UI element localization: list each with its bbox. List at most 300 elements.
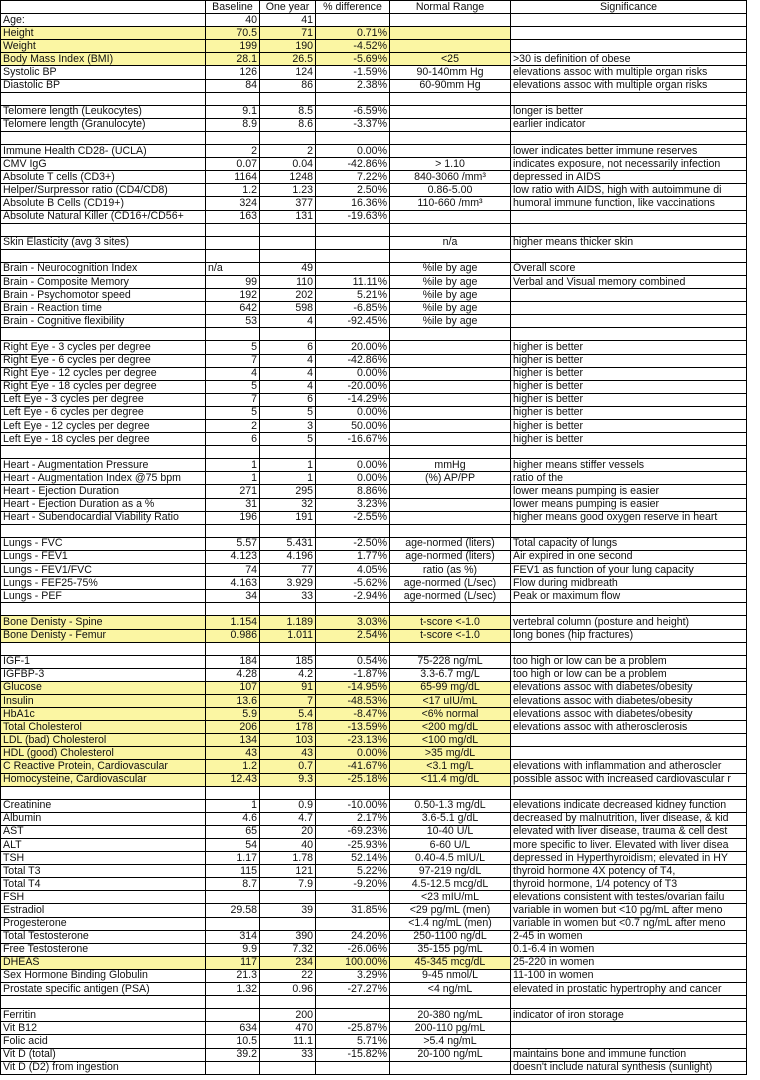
baseline-cell xyxy=(206,996,260,1009)
table-row xyxy=(1,668,747,681)
percent-difference-cell: -25.93% xyxy=(316,839,390,852)
one-year-cell: 191 xyxy=(260,511,316,524)
percent-difference-cell: -92.45% xyxy=(316,315,390,328)
percent-difference-cell: -19.63% xyxy=(316,210,390,223)
label-cell: Absolute B Cells (CD19+) xyxy=(1,197,206,210)
table-row xyxy=(1,420,747,433)
one-year-cell xyxy=(260,917,316,930)
table-row xyxy=(1,145,747,158)
significance-cell xyxy=(511,289,747,302)
table-row xyxy=(1,380,747,393)
table-row xyxy=(1,354,747,367)
label-cell: Sex Hormone Binding Globulin xyxy=(1,969,206,982)
percent-difference-cell: -41.67% xyxy=(316,760,390,773)
normal-range-cell xyxy=(390,223,511,236)
significance-cell: maintains bone and immune function xyxy=(511,1048,747,1061)
percent-difference-cell: 11.11% xyxy=(316,275,390,288)
table-row xyxy=(1,158,747,171)
percent-difference-cell: 2.38% xyxy=(316,79,390,92)
significance-cell: 2-45 in women xyxy=(511,930,747,943)
table-row xyxy=(1,236,747,249)
label-cell: Homocysteine, Cardiovascular xyxy=(1,773,206,786)
table-row xyxy=(1,105,747,118)
one-year-cell: 598 xyxy=(260,302,316,315)
significance-cell xyxy=(511,27,747,40)
percent-difference-cell: 3.03% xyxy=(316,616,390,629)
table-row xyxy=(1,773,747,786)
baseline-cell: 9.1 xyxy=(206,105,260,118)
label-cell: CMV IgG xyxy=(1,158,206,171)
normal-range-cell: 45-345 mcg/dL xyxy=(390,956,511,969)
label-cell: Immune Health CD28- (UCLA) xyxy=(1,145,206,158)
percent-difference-cell xyxy=(316,131,390,144)
normal-range-cell xyxy=(390,393,511,406)
baseline-cell: 9.9 xyxy=(206,943,260,956)
significance-cell xyxy=(511,996,747,1009)
percent-difference-cell: -13.59% xyxy=(316,721,390,734)
significance-cell: higher is better xyxy=(511,367,747,380)
normal-range-cell: %ile by age xyxy=(390,315,511,328)
one-year-cell: 5 xyxy=(260,406,316,419)
percent-difference-cell: -2.55% xyxy=(316,511,390,524)
table-row xyxy=(1,472,747,485)
table-row xyxy=(1,852,747,865)
normal-range-cell: 3.3-6.7 mg/L xyxy=(390,668,511,681)
percent-difference-cell: 16.36% xyxy=(316,197,390,210)
label-cell: Total T4 xyxy=(1,878,206,891)
significance-cell xyxy=(511,734,747,747)
table-row xyxy=(1,891,747,904)
baseline-cell: 184 xyxy=(206,655,260,668)
normal-range-cell: 75-228 ng/mL xyxy=(390,655,511,668)
spacer-row xyxy=(1,603,747,616)
significance-cell xyxy=(511,747,747,760)
percent-difference-cell: 24.20% xyxy=(316,930,390,943)
table-row xyxy=(1,485,747,498)
significance-cell xyxy=(511,210,747,223)
significance-cell: higher is better xyxy=(511,420,747,433)
one-year-cell: 0.04 xyxy=(260,158,316,171)
table-row xyxy=(1,537,747,550)
normal-range-cell: <1.4 ng/mL (men) xyxy=(390,917,511,930)
significance-cell: ratio of the xyxy=(511,472,747,485)
significance-cell: Air expired in one second xyxy=(511,550,747,563)
percent-difference-cell: 100.00% xyxy=(316,956,390,969)
table-row xyxy=(1,262,747,275)
one-year-cell: 22 xyxy=(260,969,316,982)
header-cell-normal-range: Normal Range xyxy=(390,1,511,14)
baseline-cell: 134 xyxy=(206,734,260,747)
baseline-cell: 206 xyxy=(206,721,260,734)
normal-range-cell xyxy=(390,786,511,799)
one-year-cell: 33 xyxy=(260,590,316,603)
normal-range-cell xyxy=(390,105,511,118)
baseline-cell: 1 xyxy=(206,472,260,485)
label-cell: Age: xyxy=(1,14,206,27)
one-year-cell: 4 xyxy=(260,315,316,328)
normal-range-cell xyxy=(390,603,511,616)
significance-cell: 25-220 in women xyxy=(511,956,747,969)
one-year-cell: 86 xyxy=(260,79,316,92)
one-year-cell: 234 xyxy=(260,956,316,969)
significance-cell: higher is better xyxy=(511,433,747,446)
table-row xyxy=(1,27,747,40)
one-year-cell: 4.196 xyxy=(260,550,316,563)
one-year-cell: 11.1 xyxy=(260,1035,316,1048)
one-year-cell: 190 xyxy=(260,40,316,53)
significance-cell: too high or low can be a problem xyxy=(511,668,747,681)
table-row xyxy=(1,511,747,524)
significance-cell: elevations assoc with diabetes/obesity xyxy=(511,708,747,721)
significance-cell: Total capacity of lungs xyxy=(511,537,747,550)
label-cell xyxy=(1,223,206,236)
significance-cell: higher means thicker skin xyxy=(511,236,747,249)
percent-difference-cell: -25.87% xyxy=(316,1022,390,1035)
normal-range-cell xyxy=(390,642,511,655)
baseline-cell: 1.2 xyxy=(206,184,260,197)
table-row xyxy=(1,197,747,210)
table-row xyxy=(1,577,747,590)
baseline-cell xyxy=(206,786,260,799)
label-cell: FSH xyxy=(1,891,206,904)
significance-cell: higher is better xyxy=(511,354,747,367)
percent-difference-cell: 0.00% xyxy=(316,459,390,472)
percent-difference-cell: 0.00% xyxy=(316,472,390,485)
baseline-cell xyxy=(206,223,260,236)
table-row xyxy=(1,14,747,27)
percent-difference-cell xyxy=(316,262,390,275)
table-row xyxy=(1,616,747,629)
significance-cell xyxy=(511,131,747,144)
normal-range-cell: mmHg xyxy=(390,459,511,472)
table-body xyxy=(1,14,747,1075)
baseline-cell: 1.32 xyxy=(206,983,260,996)
percent-difference-cell: -26.06% xyxy=(316,943,390,956)
label-cell: Free Testosterone xyxy=(1,943,206,956)
percent-difference-cell: -25.18% xyxy=(316,773,390,786)
percent-difference-cell: -42.86% xyxy=(316,354,390,367)
percent-difference-cell: -48.53% xyxy=(316,694,390,707)
normal-range-cell xyxy=(390,498,511,511)
significance-cell xyxy=(511,446,747,459)
label-cell xyxy=(1,603,206,616)
label-cell: Insulin xyxy=(1,694,206,707)
baseline-cell xyxy=(206,236,260,249)
one-year-cell: 124 xyxy=(260,66,316,79)
baseline-cell: 4.163 xyxy=(206,577,260,590)
baseline-cell: 115 xyxy=(206,865,260,878)
table-row xyxy=(1,825,747,838)
label-cell: Bone Denisty - Femur xyxy=(1,629,206,642)
one-year-cell: 32 xyxy=(260,498,316,511)
label-cell: Right Eye - 6 cycles per degree xyxy=(1,354,206,367)
normal-range-cell: <4 ng/mL xyxy=(390,983,511,996)
normal-range-cell: <100 mg/dL xyxy=(390,734,511,747)
label-cell: Albumin xyxy=(1,812,206,825)
significance-cell: elevations assoc with multiple organ risks xyxy=(511,66,747,79)
label-cell: Height xyxy=(1,27,206,40)
significance-cell: doesn't include natural synthesis (sunlight) xyxy=(511,1061,747,1074)
one-year-cell: 49 xyxy=(260,262,316,275)
baseline-cell: 5.9 xyxy=(206,708,260,721)
label-cell: DHEAS xyxy=(1,956,206,969)
baseline-cell xyxy=(206,603,260,616)
label-cell: Lungs - FVC xyxy=(1,537,206,550)
significance-cell: variable in women but <10 pg/mL after meno xyxy=(511,904,747,917)
one-year-cell: 121 xyxy=(260,865,316,878)
percent-difference-cell: 1.77% xyxy=(316,550,390,563)
percent-difference-cell: 5.21% xyxy=(316,289,390,302)
percent-difference-cell: 8.86% xyxy=(316,485,390,498)
percent-difference-cell: 20.00% xyxy=(316,341,390,354)
baseline-cell xyxy=(206,328,260,341)
one-year-cell xyxy=(260,131,316,144)
header-cell-baseline: Baseline xyxy=(206,1,260,14)
normal-range-cell xyxy=(390,511,511,524)
baseline-cell: 70.5 xyxy=(206,27,260,40)
significance-cell xyxy=(511,40,747,53)
significance-cell xyxy=(511,92,747,105)
label-cell: Progesterone xyxy=(1,917,206,930)
baseline-cell xyxy=(206,1009,260,1022)
significance-cell xyxy=(511,524,747,537)
significance-cell xyxy=(511,249,747,262)
table-row xyxy=(1,315,747,328)
table-row xyxy=(1,969,747,982)
baseline-cell: 65 xyxy=(206,825,260,838)
percent-difference-cell: -1.59% xyxy=(316,66,390,79)
table-row xyxy=(1,629,747,642)
baseline-cell: 28.1 xyxy=(206,53,260,66)
significance-cell: elevated in prostatic hypertrophy and cancer xyxy=(511,983,747,996)
normal-range-cell: 110-660 /mm³ xyxy=(390,197,511,210)
one-year-cell: 41 xyxy=(260,14,316,27)
label-cell: Total T3 xyxy=(1,865,206,878)
normal-range-cell xyxy=(390,406,511,419)
significance-cell: earlier indicator xyxy=(511,118,747,131)
normal-range-cell xyxy=(390,118,511,131)
significance-cell: thyroid hormone 4X potency of T4, xyxy=(511,865,747,878)
significance-cell: elevated with liver disease, trauma & cell dest xyxy=(511,825,747,838)
significance-cell xyxy=(511,1022,747,1035)
percent-difference-cell: 5.71% xyxy=(316,1035,390,1048)
label-cell: Vit B12 xyxy=(1,1022,206,1035)
significance-cell: depressed in Hyperthyroidism; elevated in HY xyxy=(511,852,747,865)
baseline-cell: 39.2 xyxy=(206,1048,260,1061)
normal-range-cell xyxy=(390,40,511,53)
label-cell: Estradiol xyxy=(1,904,206,917)
one-year-cell: 5 xyxy=(260,433,316,446)
normal-range-cell: 0.50-1.3 mg/dL xyxy=(390,799,511,812)
spacer-row xyxy=(1,786,747,799)
normal-range-cell: 35-155 pg/mL xyxy=(390,943,511,956)
baseline-cell: 196 xyxy=(206,511,260,524)
table-row xyxy=(1,878,747,891)
one-year-cell: 26.5 xyxy=(260,53,316,66)
label-cell: Telomere length (Granulocyte) xyxy=(1,118,206,131)
percent-difference-cell xyxy=(316,603,390,616)
percent-difference-cell xyxy=(316,642,390,655)
baseline-cell: 10.5 xyxy=(206,1035,260,1048)
one-year-cell: 71 xyxy=(260,27,316,40)
table-row xyxy=(1,734,747,747)
percent-difference-cell: 2.17% xyxy=(316,812,390,825)
significance-cell: lower indicates better immune reserves xyxy=(511,145,747,158)
table-row xyxy=(1,367,747,380)
label-cell: LDL (bad) Cholesterol xyxy=(1,734,206,747)
significance-cell: Verbal and Visual memory combined xyxy=(511,275,747,288)
normal-range-cell: age-normed (L/sec) xyxy=(390,577,511,590)
normal-range-cell: 97-219 ng/dL xyxy=(390,865,511,878)
baseline-cell xyxy=(206,917,260,930)
normal-range-cell xyxy=(390,341,511,354)
significance-cell: variable in women but <0.7 ng/mL after meno xyxy=(511,917,747,930)
table-row xyxy=(1,681,747,694)
spacer-row xyxy=(1,328,747,341)
one-year-cell: 1.23 xyxy=(260,184,316,197)
one-year-cell: 0.96 xyxy=(260,983,316,996)
baseline-cell: n/a xyxy=(206,262,260,275)
table-row xyxy=(1,1022,747,1035)
label-cell: Heart - Ejection Duration xyxy=(1,485,206,498)
label-cell: Left Eye - 6 cycles per degree xyxy=(1,406,206,419)
table-row xyxy=(1,812,747,825)
one-year-cell xyxy=(260,92,316,105)
percent-difference-cell: 2.50% xyxy=(316,184,390,197)
significance-cell: thyroid hormone, 1/4 potency of T3 xyxy=(511,878,747,891)
normal-range-cell: 3.6-5.1 g/dL xyxy=(390,812,511,825)
table-row xyxy=(1,184,747,197)
one-year-cell: 40 xyxy=(260,839,316,852)
baseline-cell: 117 xyxy=(206,956,260,969)
label-cell: Lungs - FEV1/FVC xyxy=(1,564,206,577)
percent-difference-cell: -42.86% xyxy=(316,158,390,171)
percent-difference-cell: 0.00% xyxy=(316,145,390,158)
one-year-cell: 103 xyxy=(260,734,316,747)
baseline-cell: 4.28 xyxy=(206,668,260,681)
normal-range-cell: >35 mg/dL xyxy=(390,747,511,760)
header-cell-significance: Significance xyxy=(511,1,747,14)
baseline-cell: 2 xyxy=(206,145,260,158)
baseline-cell: 0.07 xyxy=(206,158,260,171)
percent-difference-cell: 3.23% xyxy=(316,498,390,511)
spacer-row xyxy=(1,249,747,262)
normal-range-cell xyxy=(390,380,511,393)
table-row xyxy=(1,956,747,969)
normal-range-cell: 20-380 ng/mL xyxy=(390,1009,511,1022)
normal-range-cell: 250-1100 ng/dL xyxy=(390,930,511,943)
significance-cell: 0.1-6.4 in women xyxy=(511,943,747,956)
spacer-row xyxy=(1,524,747,537)
percent-difference-cell xyxy=(316,1061,390,1074)
baseline-cell: 5.57 xyxy=(206,537,260,550)
one-year-cell: 200 xyxy=(260,1009,316,1022)
one-year-cell: 1248 xyxy=(260,171,316,184)
percent-difference-cell: -16.67% xyxy=(316,433,390,446)
label-cell: Right Eye - 18 cycles per degree xyxy=(1,380,206,393)
baseline-cell xyxy=(206,92,260,105)
baseline-cell xyxy=(206,524,260,537)
baseline-cell: 8.7 xyxy=(206,878,260,891)
baseline-cell: 1.17 xyxy=(206,852,260,865)
one-year-cell: 3 xyxy=(260,420,316,433)
percent-difference-cell xyxy=(316,249,390,262)
significance-cell: elevations assoc with diabetes/obesity xyxy=(511,681,747,694)
header-row xyxy=(1,1,747,14)
table-row xyxy=(1,839,747,852)
baseline-cell: 5 xyxy=(206,380,260,393)
baseline-cell: 8.9 xyxy=(206,118,260,131)
baseline-cell: 314 xyxy=(206,930,260,943)
normal-range-cell: 9-45 nmol/L xyxy=(390,969,511,982)
normal-range-cell: %ile by age xyxy=(390,289,511,302)
label-cell xyxy=(1,524,206,537)
significance-cell: lower means pumping is easier xyxy=(511,498,747,511)
one-year-cell: 4 xyxy=(260,367,316,380)
percent-difference-cell: -4.52% xyxy=(316,40,390,53)
label-cell: Helper/Surpressor ratio (CD4/CD8) xyxy=(1,184,206,197)
one-year-cell: 91 xyxy=(260,681,316,694)
baseline-cell: 199 xyxy=(206,40,260,53)
normal-range-cell: 0.86-5.00 xyxy=(390,184,511,197)
normal-range-cell xyxy=(390,485,511,498)
percent-difference-cell: -2.94% xyxy=(316,590,390,603)
significance-cell: elevations indicate decreased kidney function xyxy=(511,799,747,812)
baseline-cell: 13.6 xyxy=(206,694,260,707)
normal-range-cell: <200 mg/dL xyxy=(390,721,511,734)
table-row xyxy=(1,930,747,943)
baseline-cell: 271 xyxy=(206,485,260,498)
one-year-cell xyxy=(260,996,316,1009)
percent-difference-cell: 3.29% xyxy=(316,969,390,982)
one-year-cell: 1.78 xyxy=(260,852,316,865)
significance-cell: Overall score xyxy=(511,262,747,275)
table-row xyxy=(1,289,747,302)
significance-cell xyxy=(511,786,747,799)
one-year-cell: 33 xyxy=(260,1048,316,1061)
one-year-cell xyxy=(260,642,316,655)
normal-range-cell xyxy=(390,92,511,105)
one-year-cell: 470 xyxy=(260,1022,316,1035)
baseline-cell: 12.43 xyxy=(206,773,260,786)
label-cell: Brain - Reaction time xyxy=(1,302,206,315)
one-year-cell: 5.431 xyxy=(260,537,316,550)
percent-difference-cell: 52.14% xyxy=(316,852,390,865)
percent-difference-cell: -5.69% xyxy=(316,53,390,66)
percent-difference-cell: -14.95% xyxy=(316,681,390,694)
percent-difference-cell: 0.54% xyxy=(316,655,390,668)
table-row xyxy=(1,275,747,288)
baseline-cell: 1164 xyxy=(206,171,260,184)
significance-cell: indicator of iron storage xyxy=(511,1009,747,1022)
baseline-cell: 5 xyxy=(206,341,260,354)
percent-difference-cell: 0.00% xyxy=(316,747,390,760)
percent-difference-cell: -2.50% xyxy=(316,537,390,550)
table-row xyxy=(1,210,747,223)
normal-range-cell: age-normed (liters) xyxy=(390,537,511,550)
significance-cell xyxy=(511,642,747,655)
baseline-cell: 107 xyxy=(206,681,260,694)
percent-difference-cell: -23.13% xyxy=(316,734,390,747)
spacer-row xyxy=(1,642,747,655)
one-year-cell xyxy=(260,1061,316,1074)
percent-difference-cell xyxy=(316,891,390,904)
one-year-cell: 1 xyxy=(260,472,316,485)
one-year-cell xyxy=(260,891,316,904)
table-row xyxy=(1,406,747,419)
normal-range-cell: age-normed (L/sec) xyxy=(390,590,511,603)
table-row xyxy=(1,118,747,131)
